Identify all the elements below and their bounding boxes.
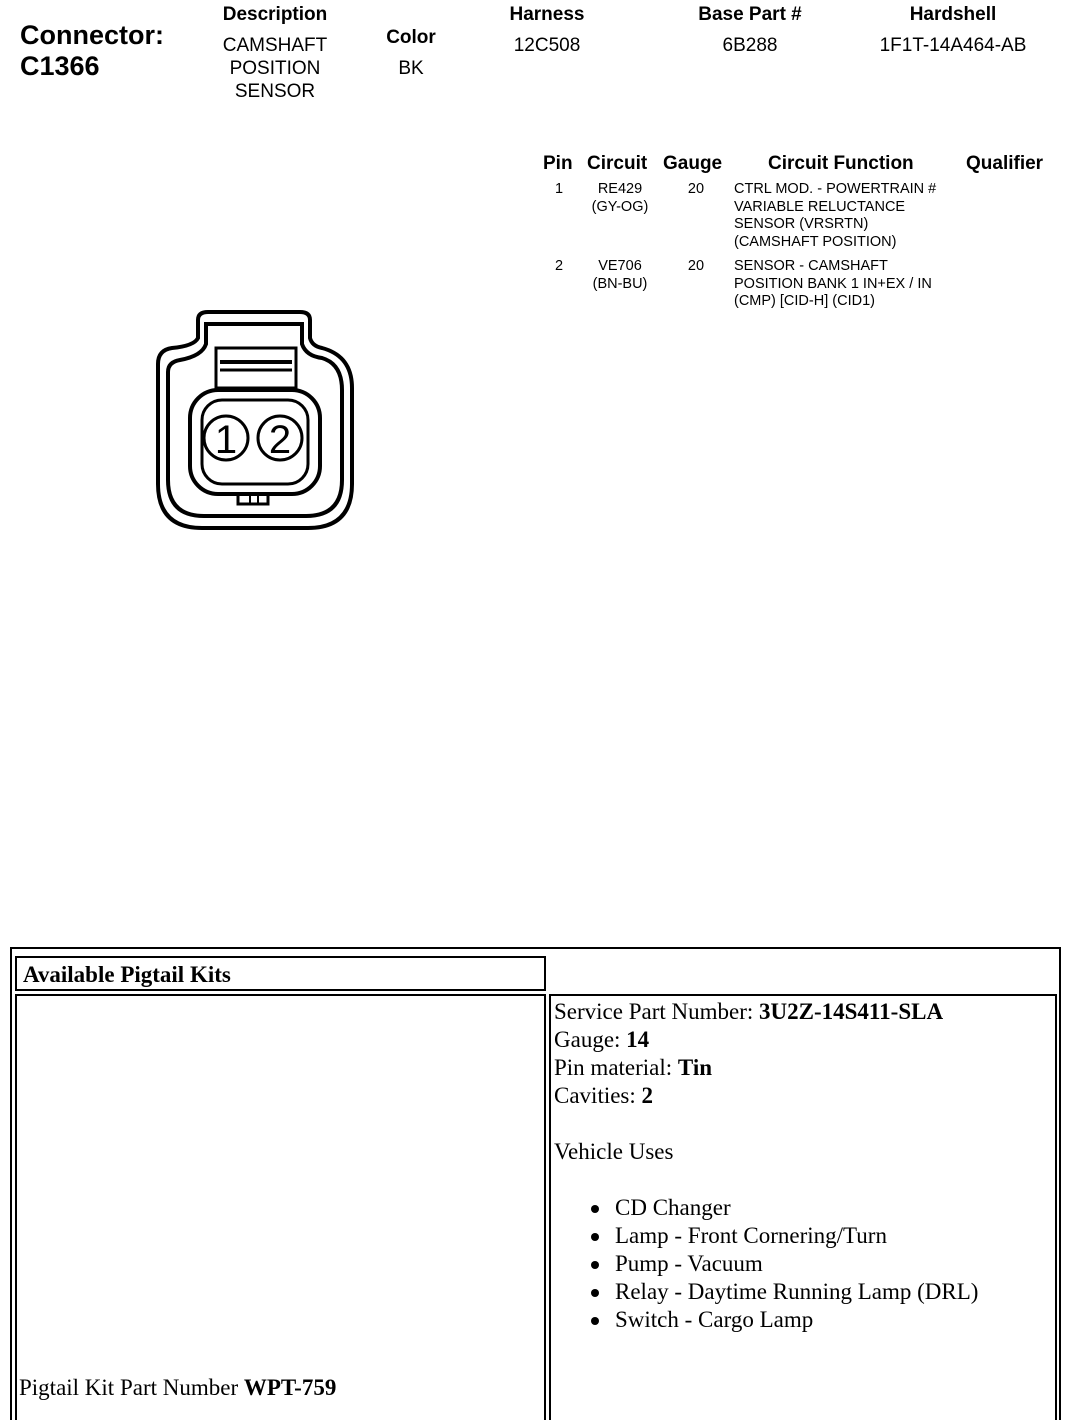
bullet-icon [591, 1317, 599, 1325]
bullet-icon [591, 1205, 599, 1213]
pin-1-label: 1 [214, 418, 238, 462]
harness-value: 12C508 [513, 35, 581, 56]
vehicle-use-text: Switch - Cargo Lamp [615, 1307, 814, 1332]
vehicle-use-text: CD Changer [615, 1195, 731, 1220]
service-part-line [554, 998, 1054, 1026]
row2-circuit [580, 258, 660, 293]
gauge-value: 14 [626, 1027, 650, 1052]
pin-material-line [554, 1054, 1054, 1082]
pigtail-kit-number: WPT-759 [243, 1375, 337, 1400]
hardshell-label: Hardshell [909, 4, 997, 25]
description-line: SENSOR [234, 81, 316, 102]
pigtail-kit-label: Pigtail Kit Part Number [19, 1375, 244, 1400]
description-value [190, 34, 360, 103]
function-col-header: Circuit Function [768, 153, 914, 174]
circuit-wire-color: (GY-OG) [591, 198, 649, 215]
service-part-number: 3U2Z-14S411-SLA [759, 999, 944, 1024]
function-line: POSITION BANK 1 IN+EX / IN [734, 275, 932, 292]
circuit-col-header: Circuit [587, 153, 648, 174]
vehicle-use-text: Pump - Vacuum [615, 1251, 763, 1276]
service-part-label: Service Part Number: [554, 999, 760, 1024]
bullet-icon [591, 1233, 599, 1241]
circuit-wire-color: (BN-BU) [592, 275, 648, 292]
connector-id: C1366 [20, 51, 100, 81]
vehicle-use-text: Relay - Daytime Running Lamp (DRL) [615, 1279, 979, 1304]
function-line: (CAMSHAFT POSITION) [734, 233, 897, 250]
row1-circuit [580, 181, 660, 216]
row1-pin: 1 [554, 181, 564, 197]
description-line: CAMSHAFT [222, 35, 328, 56]
row2-pin: 2 [554, 258, 564, 274]
pin-material-label: Pin material: [554, 1055, 678, 1080]
connector-inner-shell [168, 324, 342, 516]
description-label: Description [222, 4, 328, 25]
pin-col-header: Pin [543, 153, 573, 174]
pigtail-kit-cell [15, 994, 546, 1420]
function-line: VARIABLE RELUCTANCE [734, 198, 906, 215]
circuit-id: RE429 [597, 181, 643, 197]
row2-function [734, 258, 974, 311]
description-line: POSITION [229, 58, 321, 79]
list-item [591, 1278, 1054, 1306]
bullet-icon [591, 1289, 599, 1297]
connector-face-diagram [150, 308, 360, 534]
function-line: CTRL MOD. - POWERTRAIN # [734, 181, 937, 197]
vehicle-use-text: Lamp - Front Cornering/Turn [615, 1223, 887, 1248]
bottom-key [238, 494, 268, 504]
pigtail-details [554, 998, 1054, 1334]
color-value: BK [398, 58, 424, 79]
hardshell-value: 1F1T-14A464-AB [879, 35, 1027, 56]
circuit-id: VE706 [598, 258, 642, 274]
list-item [591, 1250, 1054, 1278]
cavities-label: Cavities: [554, 1083, 642, 1108]
base-part-label: Base Part # [698, 4, 802, 25]
connector-header [20, 20, 164, 82]
cavities-value: 2 [641, 1083, 654, 1108]
list-item [591, 1306, 1054, 1334]
gauge-label: Gauge: [554, 1027, 627, 1052]
gauge-col-header: Gauge [663, 153, 723, 174]
function-line: SENSOR (VRSRTN) [734, 216, 869, 232]
cavities-line [554, 1082, 1054, 1110]
pin-2-label: 2 [268, 418, 292, 462]
row2-gauge: 20 [687, 258, 705, 274]
pigtail-kits-title: Available Pigtail Kits [15, 956, 546, 991]
function-line: SENSOR - CAMSHAFT [734, 258, 888, 274]
vehicle-uses-heading: Vehicle Uses [554, 1139, 674, 1164]
lock-tab [216, 348, 296, 388]
base-part-value: 6B288 [722, 35, 778, 56]
row1-gauge: 20 [687, 181, 705, 197]
function-line: (CMP) [CID-H] (CID1) [734, 293, 875, 309]
gauge-line [554, 1026, 1054, 1054]
connector-label: Connector: [20, 20, 164, 50]
qualifier-col-header: Qualifier [966, 153, 1044, 174]
list-item [591, 1194, 1054, 1222]
color-label: Color [386, 27, 436, 48]
pin-material-value: Tin [677, 1055, 713, 1080]
list-item [591, 1222, 1054, 1250]
vehicle-uses-list [591, 1194, 1054, 1334]
row1-function [734, 181, 974, 251]
pigtail-kit-part [19, 1374, 336, 1402]
bullet-icon [591, 1261, 599, 1269]
harness-label: Harness [509, 4, 585, 25]
